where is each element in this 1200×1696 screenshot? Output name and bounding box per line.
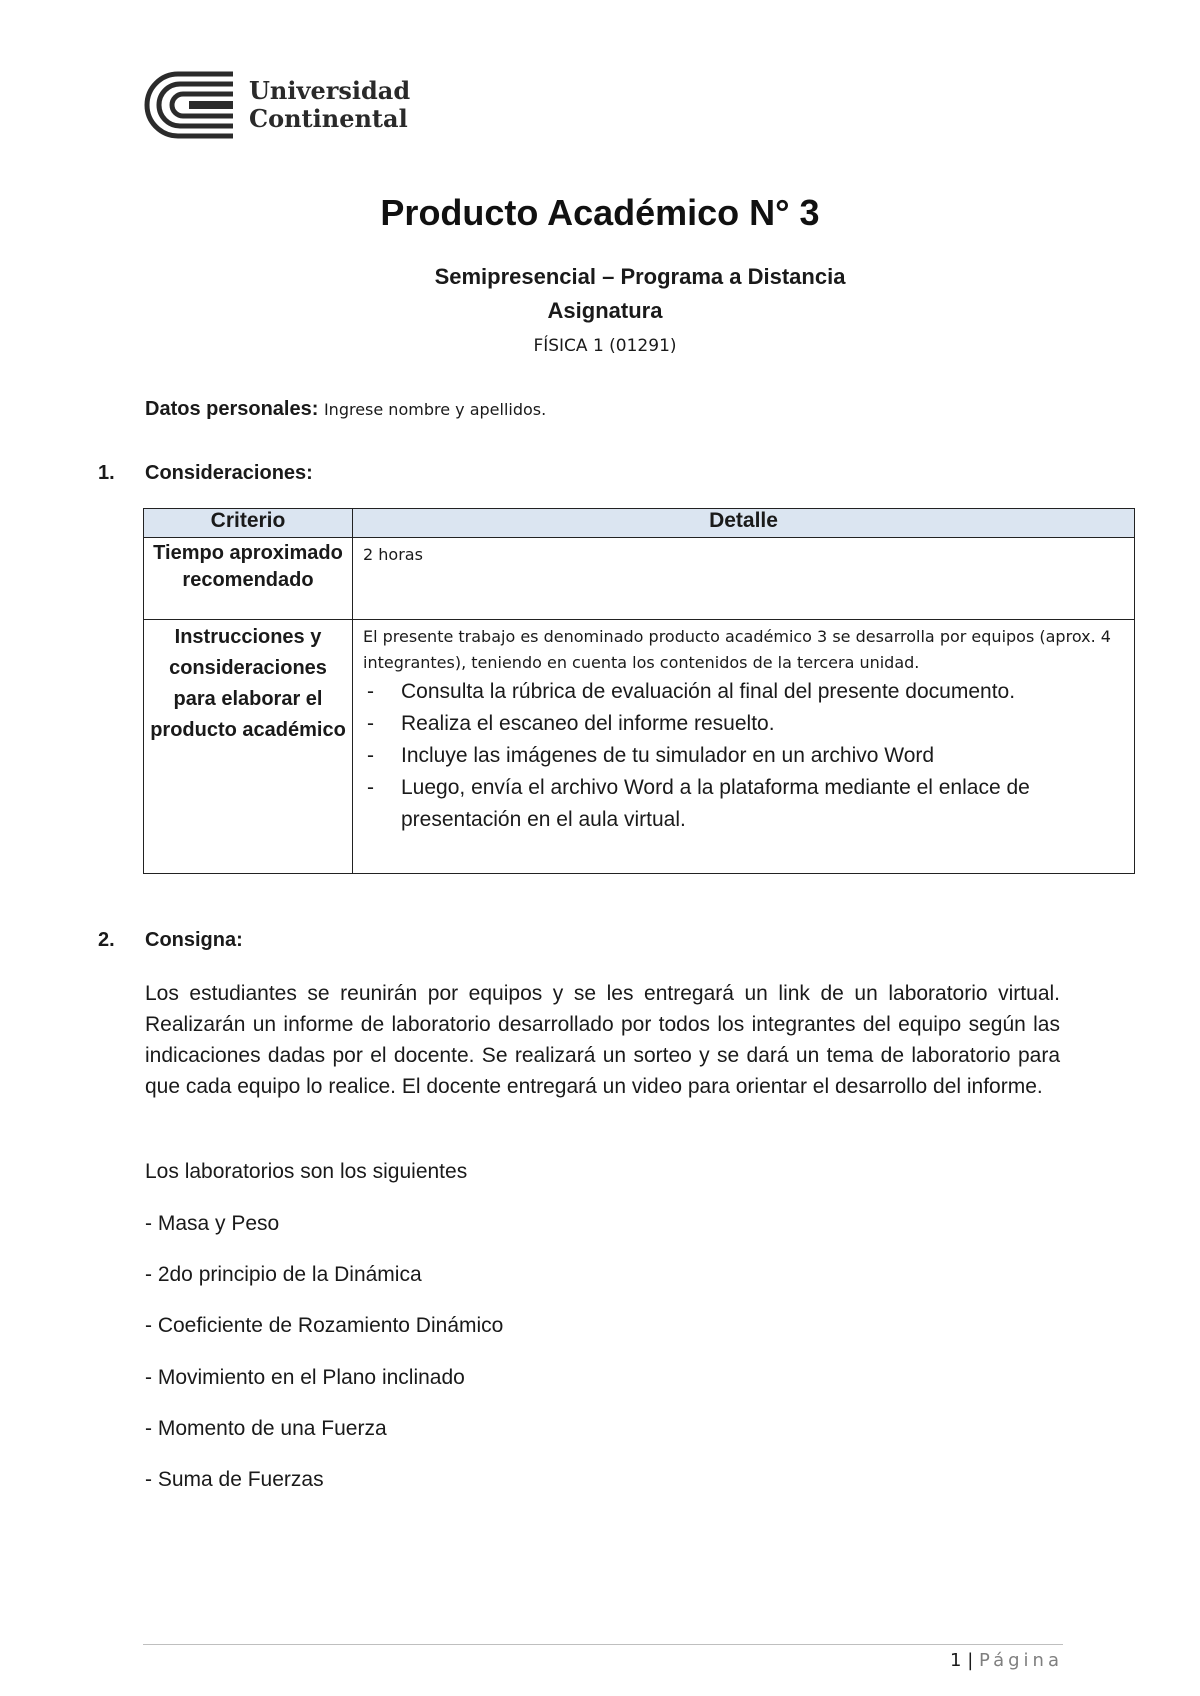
page-number: 1 [950,1650,962,1671]
lab-item-dinamica: - 2do principio de la Dinámica [145,1263,422,1286]
lab-item-plano-inclinado: - Movimiento en el Plano inclinado [145,1366,465,1389]
logo-text [249,77,410,133]
university-logo [143,70,410,140]
list-item: - Realiza el escaneo del informe resuelto. [363,708,1124,740]
list-item: - Luego, envía el archivo Word a la plataforma mediante el enlace de presentación en el aula virtual. [363,772,1124,836]
consigna-paragraph: Los estudiantes se reunirán por equipos y se les entregará un link de un laboratorio virtual. Realizarán un informe de laboratorio desarrollado por todos los integrantes del equipo según las indicaciones dadas por el docente. Se realizará un sorteo y se dará un tema de laboratorio para que cada equipo lo realice. El docente entregará un video para orientar el desarrollo del informe. [145,982,1060,1098]
lab-item-rozamiento: - Coeficiente de Rozamiento Dinámico [145,1314,504,1337]
page-title: Producto Académico N° 3 [380,192,820,233]
footer-separator: | [967,1650,974,1671]
section-2-number: 2. [98,929,115,951]
labs-intro: Los laboratorios son los siguientes [145,1160,468,1183]
section-1-number: 1. [98,462,115,484]
row1-criterio: Tiempo aproximado recomendado [144,538,353,620]
header-criterio: Criterio [144,509,353,538]
course-code: FÍSICA 1 (01291) [533,336,677,356]
university-logo-icon [143,70,235,140]
header-detalle: Detalle [353,509,1135,538]
section-1-heading [98,462,313,485]
page-footer [950,1650,1063,1671]
lab-item-masa-peso: - Masa y Peso [145,1212,280,1235]
section-2-title: Consigna: [145,929,243,951]
lab-item-suma-fuerzas: - Suma de Fuerzas [145,1468,324,1491]
table-header-row [144,509,1135,538]
instructions-list [363,676,1124,836]
footer-divider [143,1644,1063,1645]
personal-data-label: Datos personales: [145,398,319,420]
criteria-table [143,508,1135,874]
logo-line-2: Continental [249,104,408,133]
subtitle: Semipresencial – Programa a Distancia [434,264,846,289]
lab-item-momento-fuerza: - Momento de una Fuerza [145,1417,387,1440]
section-1-title: Consideraciones: [145,462,313,484]
list-item: - Consulta la rúbrica de evaluación al final del presente documento. [363,676,1124,708]
row1-detalle: 2 horas [353,538,1135,620]
page-label: Página [979,1650,1063,1671]
row2-detalle [353,620,1135,874]
asignatura-label: Asignatura [547,298,663,323]
personal-data-value: Ingrese nombre y apellidos. [323,400,547,419]
table-row [144,620,1135,874]
list-item: - Incluye las imágenes de tu simulador en un archivo Word [363,740,1124,772]
logo-line-1: Universidad [249,76,411,105]
personal-data [145,398,546,421]
row2-intro: El presente trabajo es denominado producto académico 3 se desarrolla por equipos (aprox. 4 integrantes), teniendo en cuenta los contenidos de la tercera unidad. [363,627,1111,672]
row2-criterio: Instrucciones y consideraciones para elaborar el producto académico [144,620,353,874]
section-2-heading [98,929,243,952]
table-row [144,538,1135,620]
